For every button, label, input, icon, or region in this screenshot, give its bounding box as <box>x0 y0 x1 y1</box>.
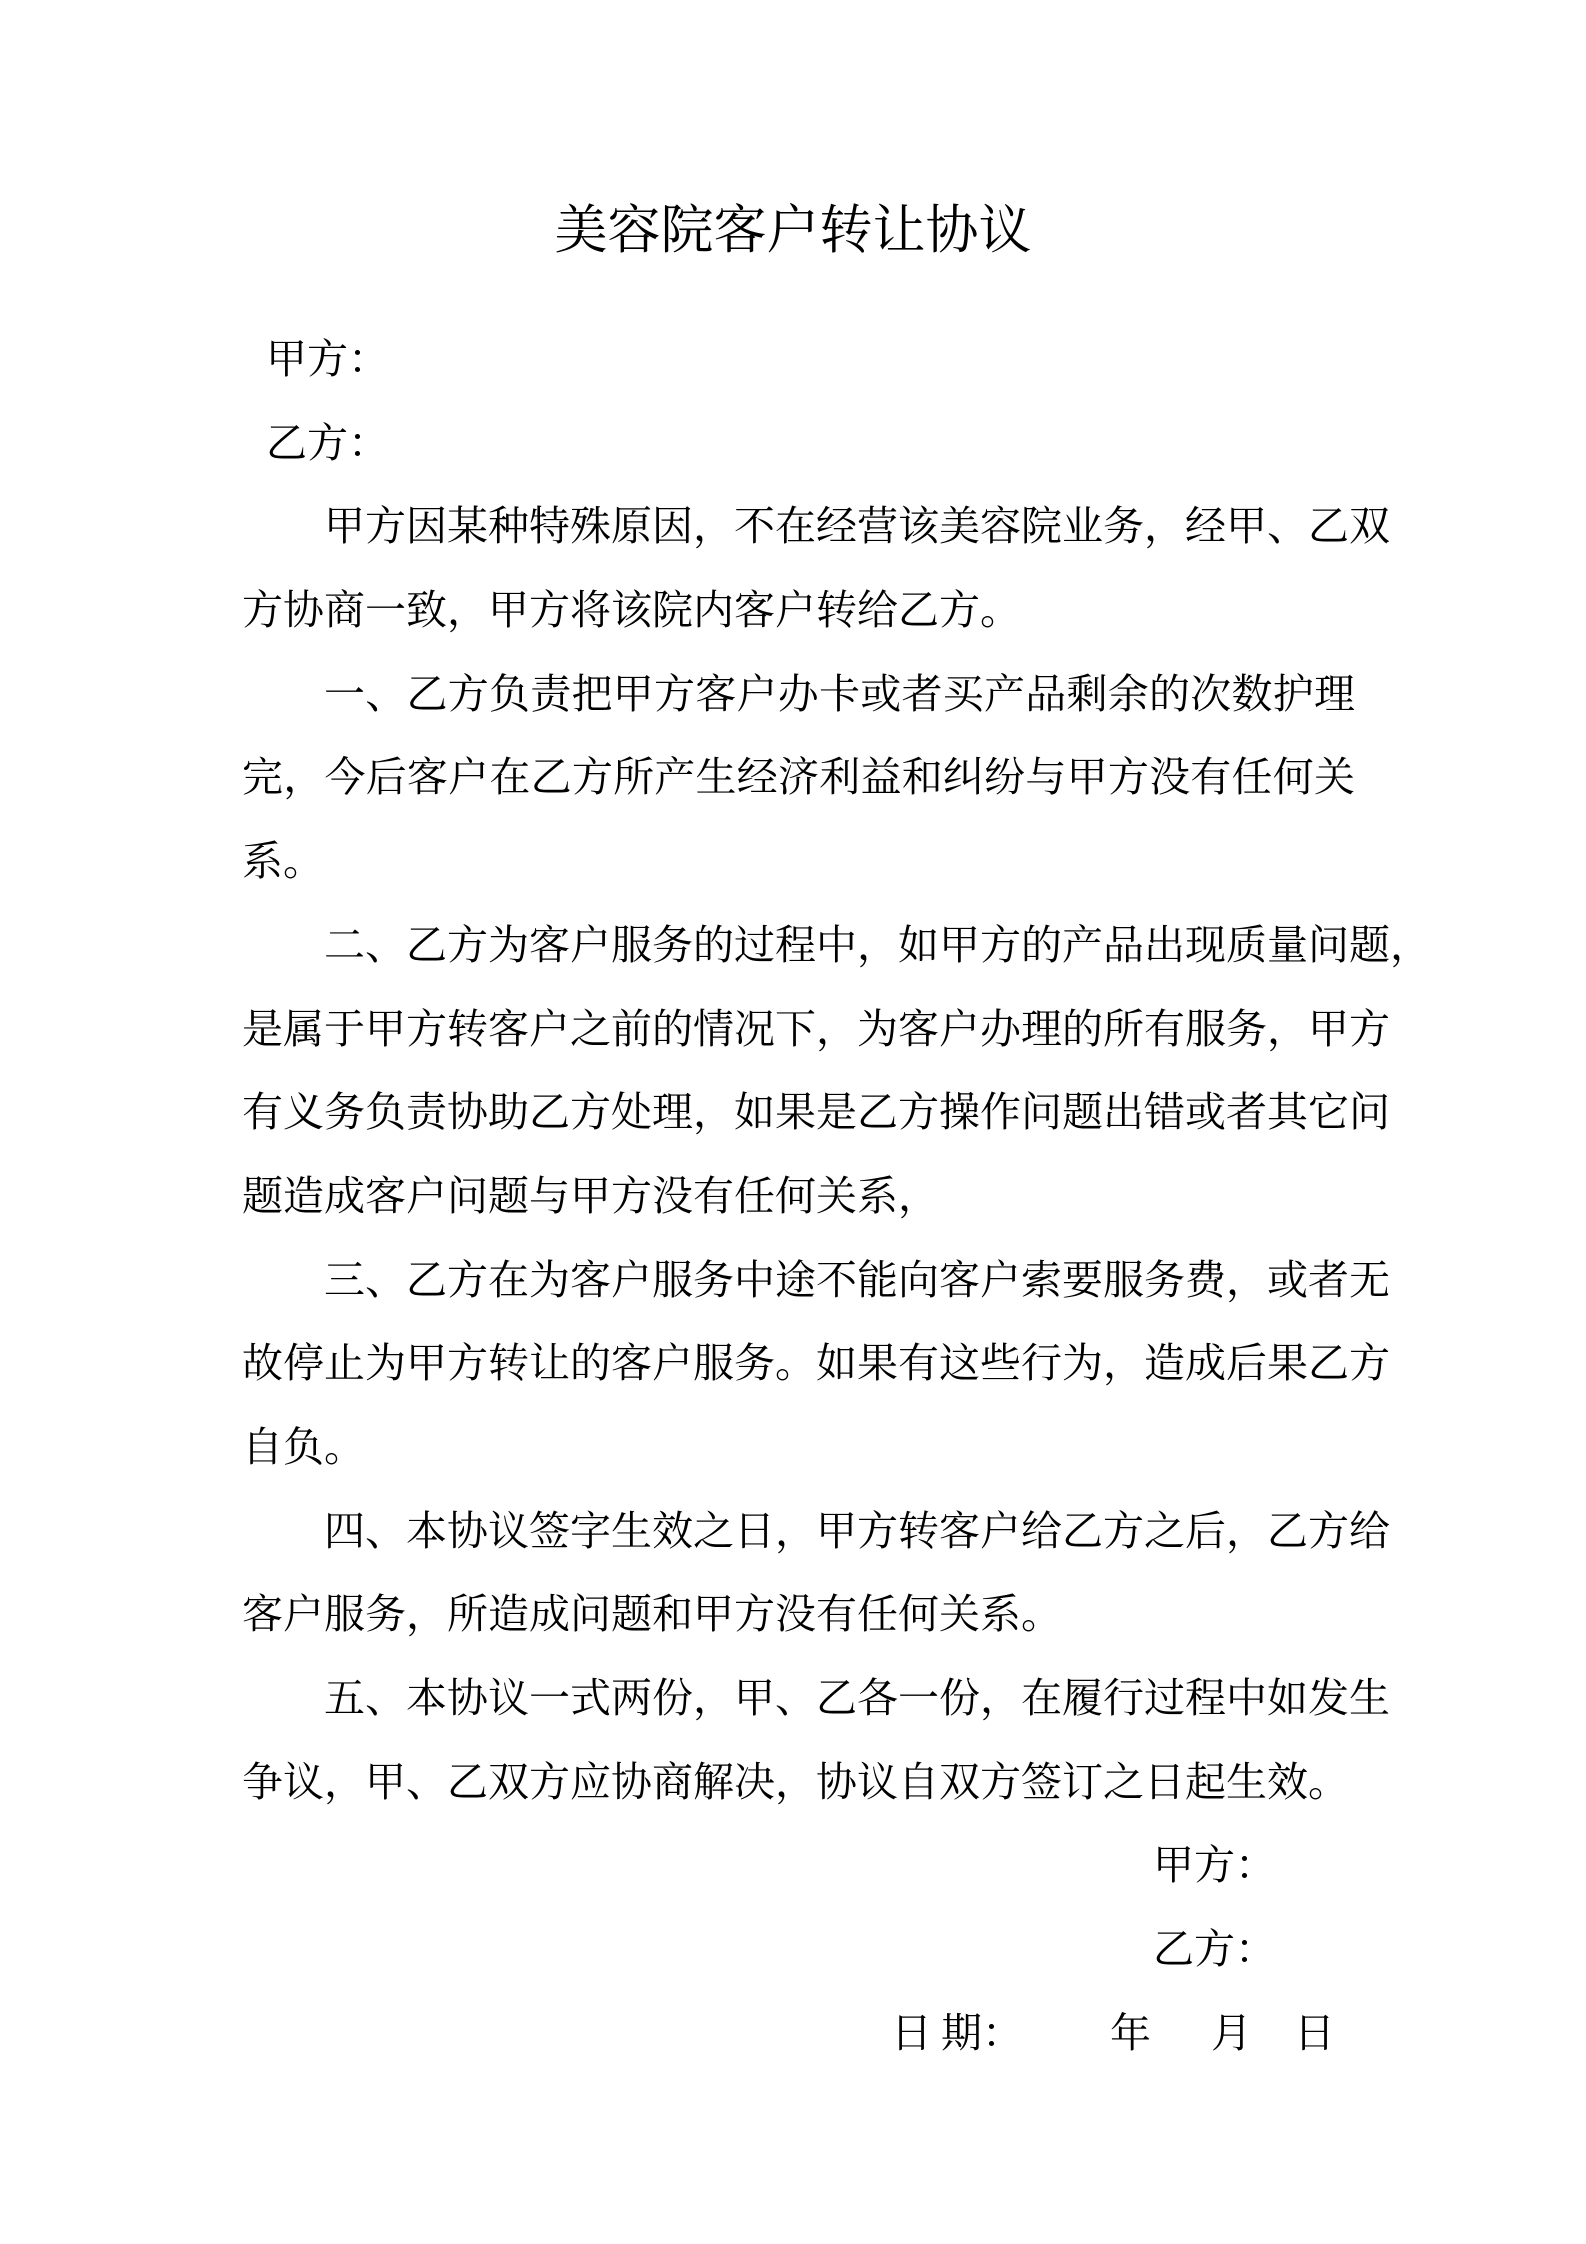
paragraph-line: 五、本协议一式两份，甲、乙各一份，在履行过程中如发生 <box>324 1674 1390 1722</box>
date-label-char-2: 期： <box>941 2008 1023 2057</box>
clause-5 <box>242 1657 1390 1824</box>
signature-party-b-label: 乙方： <box>1153 1925 1276 1974</box>
paragraph-line: 客户服务，所造成问题和甲方没有任何关系。 <box>242 1590 1062 1639</box>
paragraph-line: 自负。 <box>242 1422 365 1471</box>
party-a-label: 甲方： <box>266 335 389 383</box>
date-month: 月 <box>1211 2008 1252 2057</box>
paragraph-line: 故停止为甲方转让的客户服务。如果有这些行为，造成后果乙方 <box>242 1339 1390 1388</box>
date-label-char-1: 日 <box>891 2008 932 2057</box>
paragraph-line: 三、乙方在为客户服务中途不能向客户索要服务费，或者无 <box>324 1255 1390 1304</box>
document-body <box>242 318 1431 2075</box>
clause-1 <box>242 653 1355 904</box>
paragraph-line: 完，今后客户在乙方所产生经济利益和纠纷与甲方没有任何关 <box>242 753 1355 802</box>
signature-party-a-label: 甲方： <box>1153 1841 1276 1890</box>
party-b-label: 乙方： <box>266 418 389 467</box>
paragraph-line: 系。 <box>242 837 324 886</box>
clause-4 <box>242 1490 1390 1657</box>
document-title: 美容院客户转让协议 <box>554 200 1032 261</box>
paragraph-line: 是属于甲方转客户之前的情况下，为客户办理的所有服务，甲方 <box>242 1004 1390 1053</box>
paragraph-line: 四、本协议签字生效之日，甲方转客户给乙方之后，乙方给 <box>324 1506 1390 1555</box>
date-day: 日 <box>1294 2008 1335 2057</box>
paragraph-line: 争议，甲、乙双方应协商解决，协议自双方签订之日起生效。 <box>242 1757 1349 1806</box>
signature-date <box>242 1992 1355 2076</box>
paragraph-line: 一、乙方负责把甲方客户办卡或者买产品剩余的次数护理 <box>324 669 1355 718</box>
clause-3 <box>242 1239 1390 1490</box>
paragraph-line: 二、乙方为客户服务的过程中，如甲方的产品出现质量问题， <box>324 920 1431 969</box>
signature-party-b <box>242 1908 1355 1992</box>
paragraph-intro <box>242 485 1390 652</box>
paragraph-line: 有义务负责协助乙方处理，如果是乙方操作问题出错或者其它问 <box>242 1088 1390 1137</box>
paragraph-line: 甲方因某种特殊原因，不在经营该美容院业务，经甲、乙双 <box>324 502 1390 551</box>
clause-2 <box>242 904 1431 1239</box>
signature-party-a <box>242 1824 1355 1908</box>
date-year: 年 <box>1110 2008 1151 2057</box>
paragraph-line: 题造成客户问题与甲方没有任何关系， <box>242 1171 939 1220</box>
paragraph-line: 方协商一致，甲方将该院内客户转给乙方。 <box>242 586 1021 635</box>
